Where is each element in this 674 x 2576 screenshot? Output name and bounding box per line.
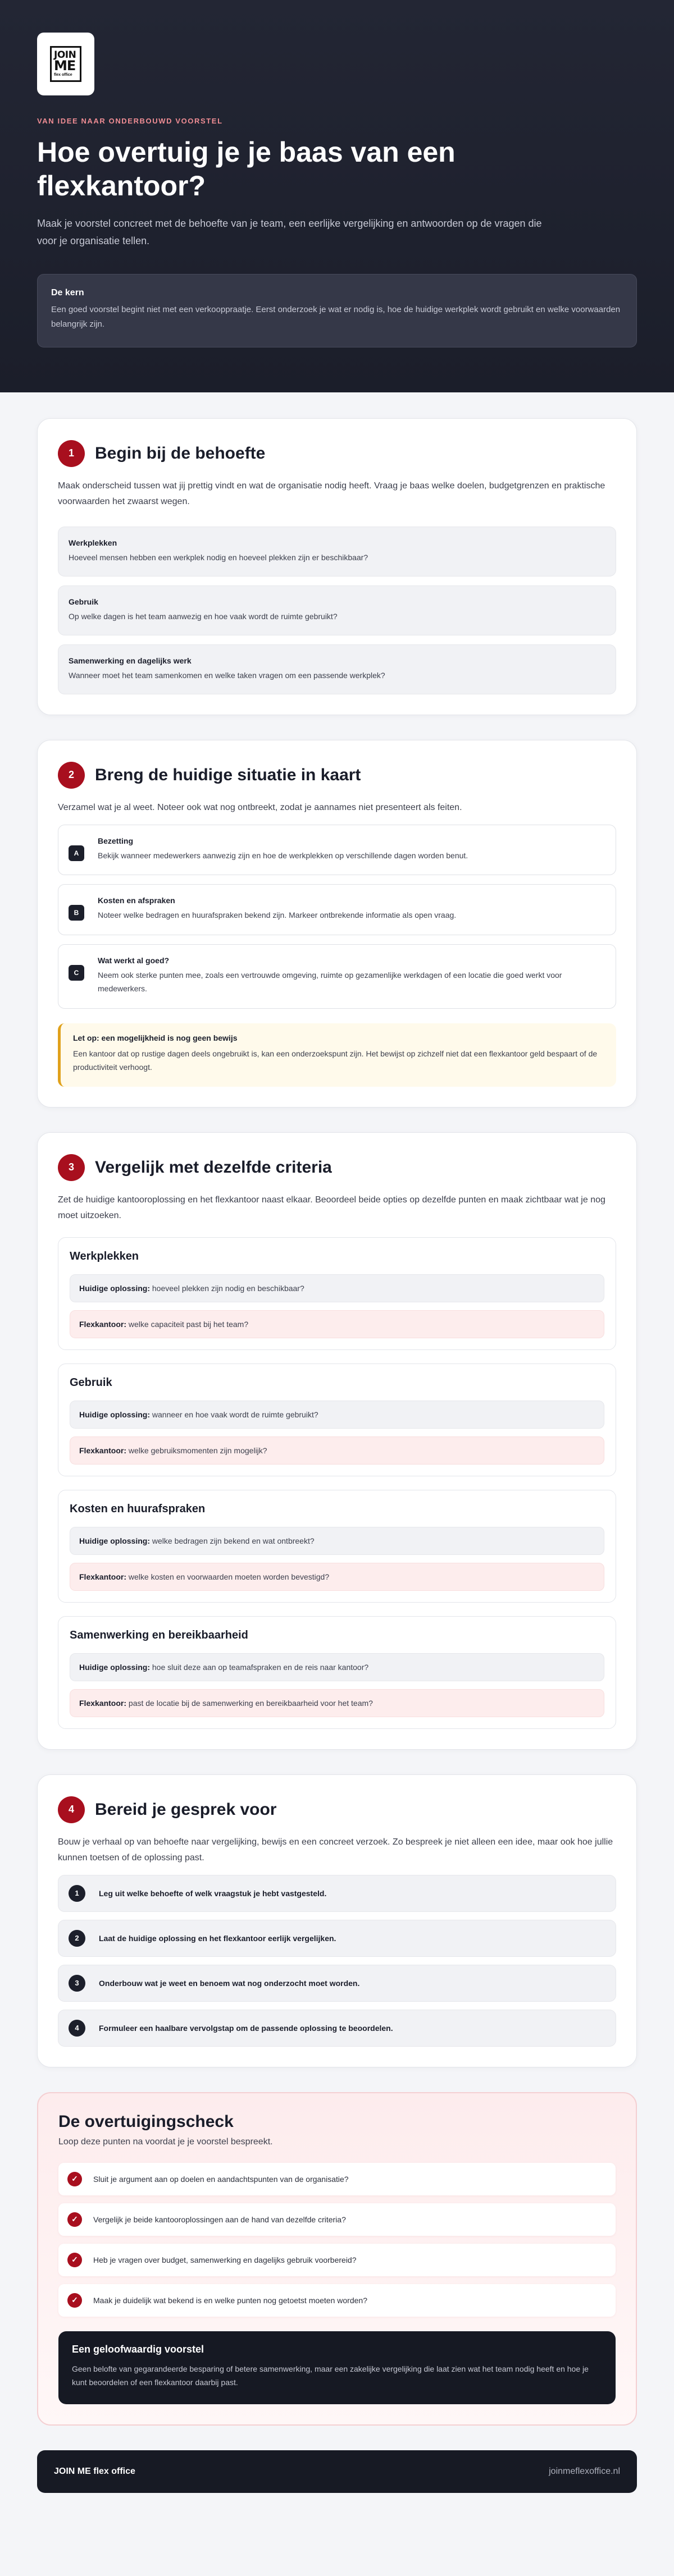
item-body	[98, 836, 468, 863]
letter-badge: B	[69, 905, 84, 921]
item-title: Bezetting	[98, 836, 133, 845]
section-title: Breng de huidige situatie in kaart	[95, 765, 361, 784]
warning-text: Een kantoor dat op rustige dagen deels ongebruikt is, kan een onderzoekspunt zijn. Het bewijst op zichzelf niet dat een flexkantoor geld bespaart of de productiviteit verhoogt.	[73, 1049, 598, 1072]
flex-text: past de locatie bij de samenwerking en bereikbaarheid voor het team?	[128, 1698, 373, 1708]
current-label: Huidige oplossing:	[79, 1662, 150, 1672]
checklist-item	[58, 2284, 616, 2317]
current-label: Huidige oplossing:	[79, 1283, 150, 1293]
section-intro: Bouw je verhaal op van behoefte naar vergelijking, bewijs en een concreet verzoek. Zo bespreek je niet alleen een idee, maar ook hoe jullie kunnen toetsen of de oplossing past.	[58, 1837, 613, 1863]
step-text: Formuleer een haalbare vervolgstap om de passende oplossing te beoordelen.	[99, 2023, 393, 2033]
checklist-item	[58, 2203, 616, 2236]
item-body	[98, 896, 456, 922]
item-title: Kosten en afspraken	[98, 896, 175, 905]
item-text: Hoeveel mensen hebben een werkplek nodig en hoeveel plekken zijn er beschikbaar?	[69, 552, 368, 562]
main-content	[0, 392, 674, 2426]
step-number: 3	[69, 1975, 85, 1992]
checklist-text: Sluit je argument aan op doelen en aandachtspunten van de organisatie?	[93, 2174, 349, 2184]
check-icon: ✓	[67, 2212, 82, 2227]
needs-list	[58, 527, 616, 694]
proposal-title: Een geloofwaardig voorstel	[72, 2343, 204, 2355]
footer-brand: JOIN ME flex office	[54, 2466, 135, 2476]
current-text: wanneer en hoe vaak wordt de ruimte gebruikt?	[152, 1410, 318, 1419]
footer	[37, 2450, 637, 2493]
list-item	[58, 527, 616, 576]
hero-eyebrow: VAN IDEE NAAR ONDERBOUWD VOORSTEL	[37, 117, 223, 125]
list-item	[58, 825, 616, 876]
list-item	[58, 944, 616, 1009]
letter-badge: A	[69, 845, 84, 861]
flex-option	[70, 1689, 604, 1717]
section-title: Bereid je gesprek voor	[95, 1800, 277, 1819]
core-box-title: De kern	[51, 288, 84, 298]
check-icon: ✓	[67, 2172, 82, 2186]
check-icon: ✓	[67, 2253, 82, 2267]
item-title: Gebruik	[69, 597, 98, 606]
list-item	[58, 884, 616, 935]
list-item	[58, 644, 616, 694]
current-option	[70, 1527, 604, 1555]
situation-list	[58, 825, 616, 1009]
flex-text: welke capaciteit past bij het team?	[128, 1319, 249, 1329]
hero-lead: Maak je voorstel concreet met de behoefte van je team, een eerlijke vergelijking en antwoorden op de vragen die voor je organisatie tellen.	[37, 218, 542, 246]
section-compare	[37, 1132, 637, 1750]
section-intro: Verzamel wat je al weet. Noteer ook wat nog ontbreekt, zodat je aannames niet presenteert als feiten.	[58, 802, 462, 812]
checklist-text: Heb je vragen over budget, samenwerking en dagelijks gebruik voorbereid?	[93, 2255, 357, 2264]
hero	[0, 0, 674, 392]
checklist-text: Vergelijk je beide kantooroplossingen aan de hand van dezelfde criteria?	[93, 2214, 346, 2224]
check-title: De overtuigingscheck	[58, 2112, 234, 2131]
criterion-title: Kosten en huurafspraken	[70, 1502, 206, 1515]
checklist-item	[58, 2244, 616, 2276]
flex-label: Flexkantoor:	[79, 1572, 127, 1581]
section-number-badge: 4	[58, 1796, 85, 1823]
logo-line-2: ME	[54, 58, 76, 74]
step-text: Leg uit welke behoefte of welk vraagstuk je hebt vastgesteld.	[99, 1888, 327, 1898]
flex-text: welke gebruiksmomenten zijn mogelijk?	[128, 1445, 267, 1455]
criterion-title: Samenwerking en bereikbaarheid	[70, 1628, 248, 1641]
section-number-badge: 1	[58, 440, 85, 467]
criterion-title: Werkplekken	[70, 1250, 139, 1262]
item-title: Wat werkt al goed?	[98, 955, 170, 965]
step-number: 1	[69, 1885, 85, 1902]
step-item	[58, 2010, 616, 2047]
flex-option	[70, 1563, 604, 1591]
section-header	[58, 1796, 616, 1823]
item-body	[98, 956, 605, 996]
core-box-text: Een goed voorstel begint niet met een verkooppraatje. Eerst onderzoek je wat er nodig is, hoe de huidige werkplek wordt gebruikt en welke voorwaarden belangrijk zijn.	[51, 305, 621, 330]
criterion-title: Gebruik	[70, 1376, 112, 1389]
item-text: Bekijk wanneer medewerkers aanwezig zijn en hoe de werkplekken op verschillende dagen worden benut.	[98, 850, 468, 860]
item-title: Samenwerking en dagelijks werk	[69, 656, 192, 665]
list-item	[58, 585, 616, 635]
logo-mark	[50, 46, 81, 82]
current-text: hoeveel plekken zijn nodig en beschikbaar?	[152, 1283, 304, 1293]
flex-option	[70, 1436, 604, 1465]
proposal-text: Geen belofte van gegarandeerde besparing of betere samenwerking, maar een zakelijke vergelijking die laat zien wat het team nodig heeft en hoe je kunt beoordelen of een flexkantoor daarbij past.	[72, 2364, 589, 2387]
step-text: Onderbouw wat je weet en benoem wat nog onderzocht moet worden.	[99, 1978, 360, 1988]
criterion-card	[58, 1490, 616, 1603]
current-label: Huidige oplossing:	[79, 1410, 150, 1419]
section-header	[58, 762, 616, 789]
section-number-badge: 3	[58, 1154, 85, 1181]
section-current-situation	[37, 740, 637, 1108]
check-subtitle: Loop deze punten na voordat je je voorstel bespreekt.	[58, 2136, 273, 2147]
section-number-badge: 2	[58, 762, 85, 789]
section-header	[58, 1154, 616, 1181]
flex-text: welke kosten en voorwaarden moeten worden bevestigd?	[128, 1572, 330, 1581]
flex-label: Flexkantoor:	[79, 1319, 127, 1329]
logo-line-1: JOIN	[54, 49, 76, 61]
flex-option	[70, 1310, 604, 1338]
core-box	[37, 274, 637, 347]
footer-website-link[interactable]: joinmeflexoffice.nl	[549, 2466, 620, 2476]
item-text: Op welke dagen is het team aanwezig en hoe vaak wordt de ruimte gebruikt?	[69, 611, 338, 621]
current-option	[70, 1653, 604, 1681]
section-intro: Maak onderscheid tussen wat jij prettig vindt en wat de organisatie nodig heeft. Vraag je baas welke doelen, budgetgrenzen en praktische voorwaarden het zwaarst wegen.	[58, 481, 605, 506]
section-prepare-conversation	[37, 1774, 637, 2067]
criterion-card	[58, 1237, 616, 1350]
warning-callout	[58, 1023, 616, 1087]
letter-badge: C	[69, 965, 84, 981]
step-item	[58, 1875, 616, 1912]
item-text: Noteer welke bedragen en huurafspraken bekend zijn. Markeer ontbrekende informatie als open vraag.	[98, 910, 457, 920]
section-header	[58, 440, 616, 467]
section-intro: Zet de huidige kantooroplossing en het flexkantoor naast elkaar. Beoordeel beide opties op dezelfde punten en maak zichtbaar wat je nog moet uitzoeken.	[58, 1195, 605, 1220]
persuasion-check	[37, 2092, 637, 2426]
logo-line-3: flex office	[54, 73, 72, 77]
checklist	[58, 2163, 616, 2317]
current-text: hoe sluit deze aan op teamafspraken en de reis naar kantoor?	[152, 1662, 369, 1672]
step-item	[58, 1920, 616, 1957]
criterion-card	[58, 1364, 616, 1476]
section-needs	[37, 418, 637, 715]
page-title: Hoe overtuig je je baas van een flexkantoor?	[37, 136, 456, 202]
item-text: Wanneer moet het team samenkomen en welke taken vragen om een passende werkplek?	[69, 670, 385, 680]
section-title: Vergelijk met dezelfde criteria	[95, 1157, 332, 1177]
step-item	[58, 1965, 616, 2002]
checklist-text: Maak je duidelijk wat bekend is en welke punten nog getoetst moeten worden?	[93, 2295, 367, 2305]
current-text: welke bedragen zijn bekend en wat ontbreekt?	[152, 1536, 315, 1545]
current-option	[70, 1274, 604, 1302]
item-text: Neem ook sterke punten mee, zoals een vertrouwde omgeving, ruimte op gezamenlijke werkdagen of een locatie die goed werkt voor medewerkers.	[98, 970, 562, 994]
current-option	[70, 1401, 604, 1429]
step-text: Laat de huidige oplossing en het flexkantoor eerlijk vergelijken.	[99, 1933, 336, 1943]
proposal-box	[58, 2331, 616, 2404]
section-title: Begin bij de behoefte	[95, 443, 266, 463]
item-title: Werkplekken	[69, 538, 117, 547]
flex-label: Flexkantoor:	[79, 1445, 127, 1455]
step-number: 4	[69, 2020, 85, 2037]
current-label: Huidige oplossing:	[79, 1536, 150, 1545]
check-icon: ✓	[67, 2293, 82, 2308]
checklist-item	[58, 2163, 616, 2195]
criterion-card	[58, 1616, 616, 1729]
warning-title: Let op: een mogelijkheid is nog geen bewijs	[73, 1033, 238, 1042]
flex-label: Flexkantoor:	[79, 1698, 127, 1708]
steps-list	[58, 1875, 616, 2047]
join-me-logo[interactable]	[37, 33, 94, 95]
step-number: 2	[69, 1930, 85, 1947]
